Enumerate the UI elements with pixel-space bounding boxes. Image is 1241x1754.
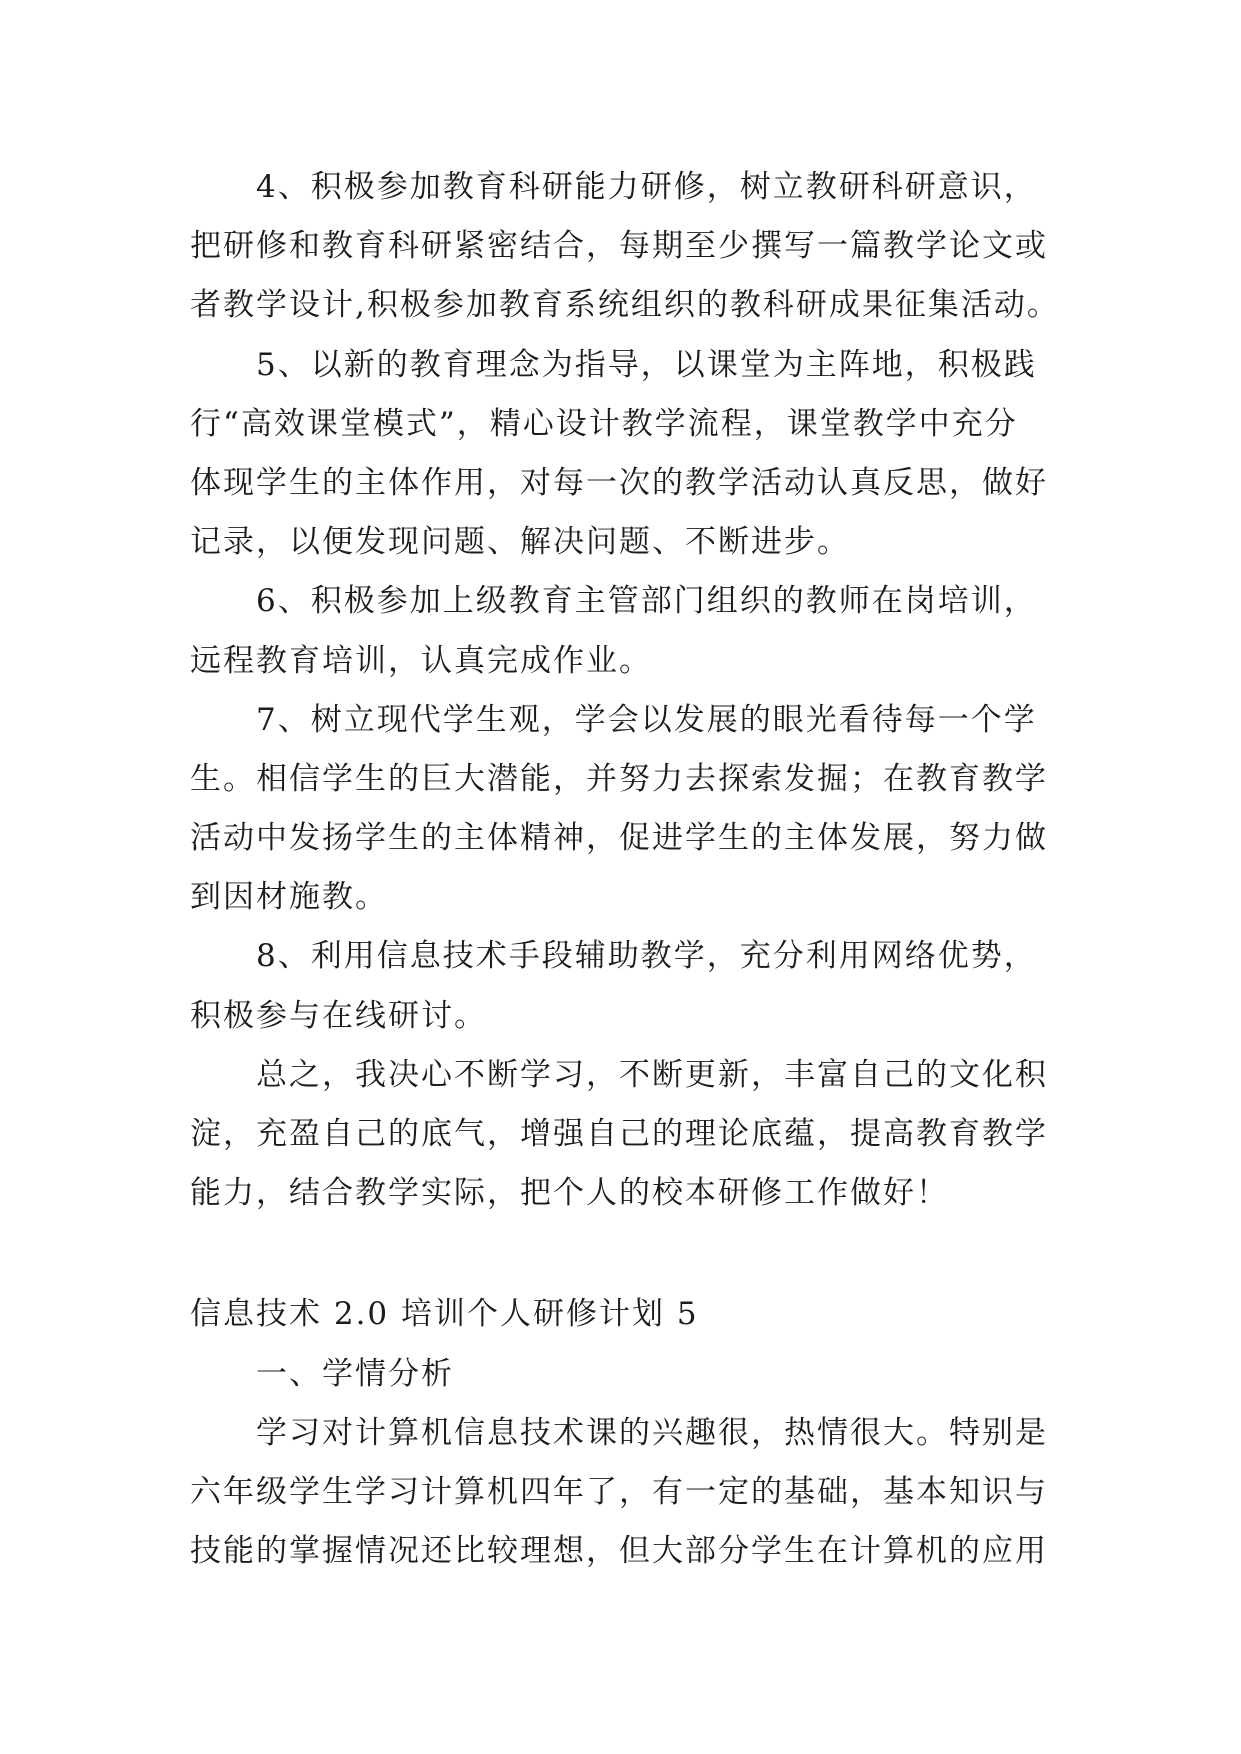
paragraph-item-8 (190, 927, 1070, 1045)
paragraph-item-6 (190, 572, 1070, 690)
section-title: 信息技术 2.0 培训个人研修计划 5 (190, 1296, 699, 1333)
paragraph-line: 记录，以便发现问题、解决问题、不断进步。 (190, 524, 850, 561)
paragraph-line: 者教学设计,积极参加教育系统组织的教科研成果征集活动。 (190, 287, 1060, 324)
paragraph-line: 淀，充盈自己的底气，增强自己的理论底蕴，提高教育教学 (190, 1116, 1048, 1152)
paragraph-line: 能力，结合教学实际，把个人的校本研修工作做好！ (190, 1175, 949, 1212)
paragraph-line: 体现学生的主体作用，对每一次的教学活动认真反思，做好 (190, 464, 1048, 501)
paragraph-line: 把研修和教育科研紧密结合，每期至少撰写一篇教学论文或 (190, 228, 1048, 265)
paragraph-learning-analysis (190, 1404, 1070, 1582)
paragraph-line: 活动中发扬学生的主体精神，促进学生的主体发展，努力做 (190, 820, 1048, 857)
paragraph-line: 学习对计算机信息技术课的兴趣很，热情很大。特别是 (256, 1414, 1048, 1451)
paragraph-line: 6、积极参加上级教育主管部门组织的教师在岗培训， (256, 583, 1037, 620)
paragraph-summary (190, 1046, 1070, 1224)
paragraph-line: 4、积极参加教育科研能力研修，树立教研科研意识， (256, 169, 1037, 205)
paragraph-item-4 (190, 158, 1070, 336)
section-gap (190, 1223, 1070, 1285)
paragraph-item-5 (190, 336, 1070, 573)
paragraph-line: 六年级学生学习计算机四年了，有一定的基础，基本知识与 (190, 1473, 1048, 1510)
paragraph-line: 到因材施教。 (190, 879, 388, 916)
paragraph-line: 5、以新的教育理念为指导，以课堂为主阵地，积极践 (256, 346, 1037, 383)
paragraph-line: 总之，我决心不断学习，不断更新，丰富自己的文化积 (256, 1056, 1048, 1093)
paragraph-line: 行“高效课堂模式”，精心设计教学流程，课堂教学中充分 (190, 405, 1018, 442)
document-body (190, 158, 1070, 1581)
paragraph-line: 技能的掌握情况还比较理想，但大部分学生在计算机的应用 (190, 1533, 1048, 1570)
section-heading: 一、学情分析 (256, 1355, 454, 1392)
paragraph-line: 远程教育培训，认真完成作业。 (190, 642, 652, 679)
paragraph-item-7 (190, 691, 1070, 928)
paragraph-line: 积极参与在线研讨。 (190, 997, 487, 1034)
paragraph-line: 8、利用信息技术手段辅助教学，充分利用网络优势， (256, 938, 1037, 975)
paragraph-line: 生。相信学生的巨大潜能，并努力去探索发掘；在教育教学 (190, 760, 1048, 797)
paragraph-line: 7、树立现代学生观，学会以发展的眼光看待每一个学 (256, 701, 1037, 738)
